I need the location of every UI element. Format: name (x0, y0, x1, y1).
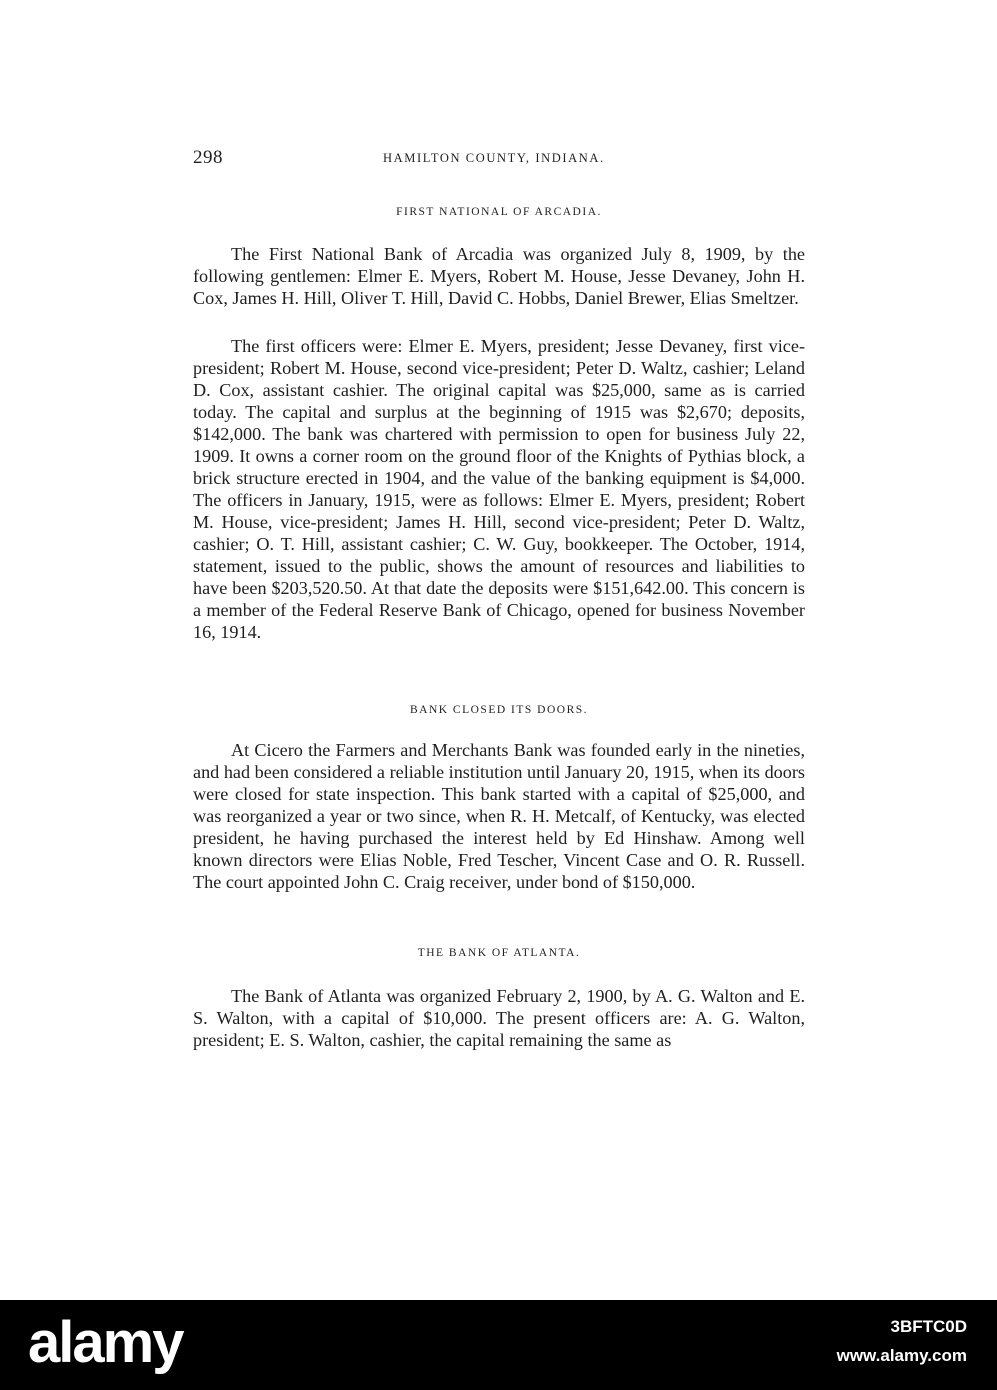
paragraph-cicero-bank: At Cicero the Farmers and Merchants Bank was founded early in the nineties, and had been considered a reliable institution until January 20, 1915, when its doors were closed for state inspection. This bank started with a capital of $25,000, and was reorganized a year or two since, when R. H. Metcalf, of Kentucky, was elected president, he having purchased the interest held by Ed Hinshaw. Among well known directors were Elias Noble, Fred Tescher, Vincent Case and O. R. Russell. The court appointed John C. Craig receiver, under bond of $150,000. (193, 740, 805, 892)
page-number: 298 (193, 147, 223, 168)
alamy-logo: alamy (28, 1310, 183, 1375)
paragraph-arcadia-organization: The First National Bank of Arcadia was organized July 8, 1909, by the following gentlemen: Elmer E. Myers, Robert M. House, Jesse Devaney, John H. Cox, James H. Hill, Oliver T. Hill, David C. Hobbs, Daniel Brewer, Elias Smeltzer. (193, 244, 805, 308)
watermark-url: www.alamy.com (836, 1346, 967, 1365)
section-title-bank-closed: BANK CLOSED ITS DOORS. (409, 704, 589, 716)
image-id: 3BFTC0D (890, 1317, 967, 1336)
paragraph-arcadia-officers: The first officers were: Elmer E. Myers, president; Jesse Devaney, first vice-president; Robert M. House, second vice-president; Peter D. Waltz, cashier; Leland D. Cox, assistant cashier. The original capital was $25,000, same as is carried today. The capital and surplus at the beginning of 1915 was $2,670; deposits, $142,000. The bank was chartered with permission to open for business July 22, 1909. It owns a corner room on the ground floor of the Knights of Pythias block, a brick structure erected in 1904, and the value of the banking equipment is $4,000. The officers in January, 1915, were as follows: Elmer E. Myers, president; Robert M. House, vice-president; James H. Hill, second vice-president; Peter D. Waltz, cashier; O. T. Hill, assistant cashier; C. W. Guy, bookkeeper. The October, 1914, statement, issued to the public, shows the amount of resources and liabilities to have been $203,520.50. At that date the deposits were $151,642.00. This concern is a member of the Federal Reserve Bank of Chicago, opened for business November 16, 1914. (193, 336, 805, 642)
running-head (193, 147, 805, 173)
page-header-title: HAMILTON COUNTY, INDIANA. (383, 151, 605, 165)
paragraph-atlanta-bank: The Bank of Atlanta was organized February 2, 1900, by A. G. Walton and E. S. Walton, with a capital of $10,000. The present officers are: A. G. Walton, president; E. S. Walton, cashier, the capital remaining the same as (193, 986, 805, 1050)
watermark-footer (0, 1300, 997, 1390)
section-title-bank-of-atlanta: THE BANK OF ATLANTA. (417, 947, 581, 959)
section-title-first-national: FIRST NATIONAL OF ARCADIA. (396, 206, 602, 218)
